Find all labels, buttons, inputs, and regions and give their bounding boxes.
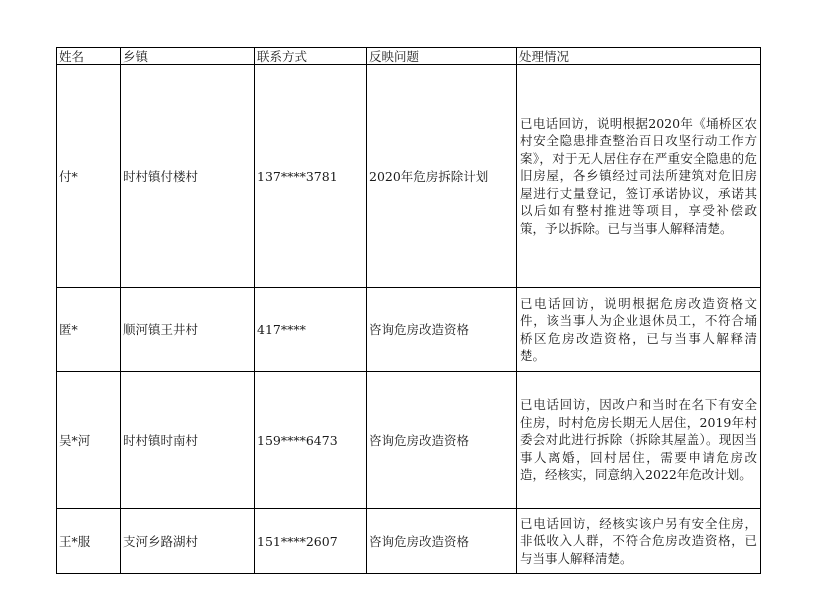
cell-issue: 咨询危房改造资格: [367, 372, 517, 509]
cell-name: 王*服: [57, 509, 121, 574]
header-handling: 处理情况: [517, 48, 761, 65]
cell-town: 时村镇时南村: [121, 372, 255, 509]
header-contact: 联系方式: [255, 48, 367, 65]
cell-issue: 咨询危房改造资格: [367, 509, 517, 574]
cell-contact: 417****: [255, 288, 367, 372]
cell-name: 吴*河: [57, 372, 121, 509]
cell-contact: 137****3781: [255, 65, 367, 288]
complaint-table: [56, 47, 761, 574]
cell-contact: 151****2607: [255, 509, 367, 574]
cell-town: 时村镇付楼村: [121, 65, 255, 288]
table-row: [57, 288, 761, 372]
cell-contact: 159****6473: [255, 372, 367, 509]
header-name: 姓名: [57, 48, 121, 65]
table-row: [57, 372, 761, 509]
cell-handling: 已电话回访，经核实该户另有安全住房，非低收入人群，不符合危房改造资格，已与当事人解释清楚。: [517, 509, 761, 574]
cell-name: 匿*: [57, 288, 121, 372]
cell-town: 顺河镇王井村: [121, 288, 255, 372]
cell-issue: 咨询危房改造资格: [367, 288, 517, 372]
table-row: [57, 65, 761, 288]
cell-town: 支河乡路湖村: [121, 509, 255, 574]
cell-handling: 已电话回访，说明根据危房改造资格文件，该当事人为企业退休员工，不符合埇桥区危房改造资格，已与当事人解释清楚。: [517, 288, 761, 372]
header-row: [57, 48, 761, 65]
cell-issue: 2020年危房拆除计划: [367, 65, 517, 288]
cell-handling: 已电话回访，因改户和当时在名下有安全住房，时村危房长期无人居住，2019年村委会对此进行拆除（拆除其屋盖）。现因当事人离婚，回村居住，需要申请危房改造，经核实，同意纳入2022年危改计划。: [517, 372, 761, 509]
header-issue: 反映问题: [367, 48, 517, 65]
cell-handling: 已电话回访，说明根据2020年《埇桥区农村安全隐患排查整治百日攻坚行动工作方案》，对于无人居住存在严重安全隐患的危旧房屋，各乡镇经过司法所建筑对危旧房屋进行丈量登记，签订承诺协议，承诺其以后如有整村推进等项目，享受补偿政策，予以拆除。已与当事人解释清楚。: [517, 65, 761, 288]
cell-name: 付*: [57, 65, 121, 288]
table-row: [57, 509, 761, 574]
header-town: 乡镇: [121, 48, 255, 65]
